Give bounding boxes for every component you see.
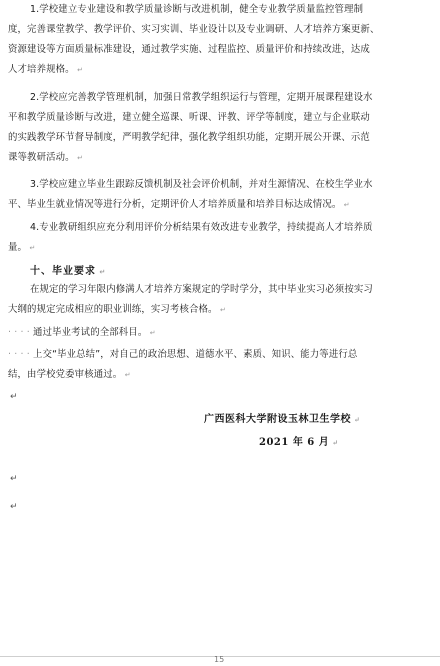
paragraph-line: 的实践教学环节督导制度，严明教学纪律，强化教学组织功能，定期开展公开课、示范	[8, 132, 370, 143]
paragraph-line: 1.学校建立专业建设和教学质量诊断与改进机制，健全专业教学质量监控管理制	[30, 4, 364, 15]
paragraph-line: 度，完善课堂教学、教学评价、实习实训、毕业设计以及专业调研、人才培养方案更新、	[8, 24, 380, 35]
paragraph-mark-icon: ↵	[341, 201, 350, 209]
paragraph-mark-icon: ↵	[147, 329, 156, 337]
paragraph-line: 在规定的学习年限内修满人才培养方案规定的学时学分，其中毕业实习必须按实习	[30, 284, 373, 295]
section-intro	[8, 280, 432, 320]
page-number: 15	[214, 655, 225, 664]
requirement-item-1	[8, 323, 432, 343]
paragraph-line: 平和教学质量诊断与改进，建立健全巡课、听课、评教、评学等制度，建立与企业联动	[8, 112, 370, 123]
indent-dots: · · · ·	[8, 349, 34, 360]
signature-org-text: 广西医科大学附设玉林卫生学校	[204, 414, 351, 425]
paragraph-mark-icon: ↵	[217, 306, 226, 314]
paragraph-mark-icon: ↵	[10, 502, 18, 512]
requirement-item-2	[8, 345, 432, 385]
paragraph-line: 通过毕业考试的全部科目。	[33, 327, 148, 338]
paragraph-line: 平、毕业生就业情况等进行分析，定期评价人才培养质量和培养目标达成情况。	[8, 199, 342, 210]
paragraph-mark-icon: ↵	[351, 415, 361, 424]
paragraph-line: 结，由学校党委审核通过。	[8, 369, 123, 380]
paragraph-mark-icon: ↵	[74, 66, 84, 74]
paragraph-line: 3.学校应建立毕业生跟踪反馈机制及社会评价机制，并对生源情况、在校生学业水	[30, 179, 373, 190]
paragraph-line: 课等教研活动。	[8, 152, 75, 163]
paragraph-line: 资源建设等方面质量标准建设，通过教学实施、过程监控、质量评价和持续改进，达成	[8, 44, 370, 55]
paragraph-mark-icon: ↵	[122, 371, 131, 379]
paragraph-line: 4.专业教研组织应充分利用评价分析结果有效改进专业教学，持续提高人才培养质	[30, 222, 373, 233]
paragraph-mark-icon: ↵	[74, 154, 84, 162]
signature-org	[204, 410, 360, 425]
paragraph-line: 上交“毕业总结”，对自己的政治思想、道德水平、素质、知识、能力等进行总	[33, 349, 358, 360]
paragraph-line: 量。	[8, 242, 28, 253]
paragraph-1	[8, 0, 432, 80]
section-heading-text: 十、毕业要求	[30, 266, 96, 277]
paragraph-mark-icon: ↵	[10, 474, 18, 484]
indent-dots: · · · ·	[8, 327, 34, 338]
paragraph-mark-icon: ↵	[10, 392, 18, 402]
paragraph-3	[8, 175, 432, 215]
signature-date-text: 2021 年 6 月	[259, 437, 330, 448]
paragraph-line: 2.学校应完善教学管理机制，加强日常教学组织运行与管理，定期开展课程建设水	[30, 92, 373, 103]
section-heading	[30, 262, 106, 277]
paragraph-line: 人才培养规格。	[8, 64, 75, 75]
paragraph-mark-icon: ↵	[96, 268, 107, 276]
paragraph-line: 大纲的规定完成相应的职业训练，实习考核合格。	[8, 304, 218, 315]
paragraph-mark-icon: ↵	[27, 244, 36, 252]
signature-date	[259, 433, 339, 448]
paragraph-4	[8, 218, 432, 258]
paragraph-2	[8, 88, 432, 168]
paragraph-mark-icon: ↵	[329, 438, 339, 447]
